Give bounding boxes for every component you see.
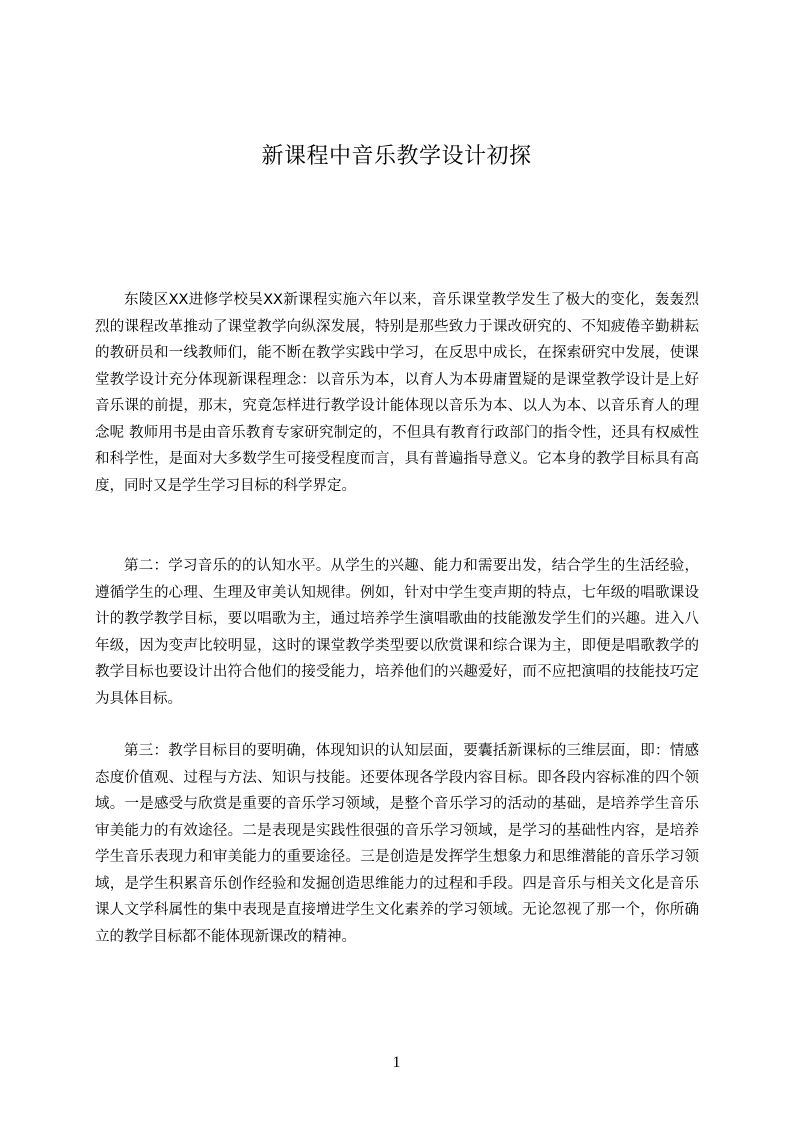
page-title: 新课程中音乐教学设计初探 <box>261 144 532 169</box>
page-number: 1 <box>392 1054 401 1071</box>
paragraph-intro: 东陵区XX进修学校吴XX新课程实施六年以来，音乐课堂教学发生了极大的变化，轰轰烈烈的课程改革推动了课堂教学向纵深发展，特别是那些致力于课改研究的、不知疲倦辛勤耕耘的教研员和一线教师们，能不断在教学实践中学习，在反思中成长，在探索研究中发展，使课堂教学设计充分体现新课程理念：以音乐为本，以育人为本毋庸置疑的是课堂教学设计是上好音乐课的前提，那末，究竟怎样进行教学设计能体现以音乐为本、以人为本、以音乐育人的理念呢 教师用书是由音乐教育专家研究制定的，不但具有教育行政部门的指令性，还具有权威性和科学性，是面对大多数学生可接受程度而言，具有普遍指导意义。它本身的教学目标具有高度，同时又是学生学习目标的科学界定。 <box>95 292 699 494</box>
paragraph-second: 第二：学习音乐的的认知水平。从学生的兴趣、能力和需要出发，结合学生的生活经验，遵循学生的心理、生理及审美认知规律。例如，针对中学生变声期的特点，七年级的唱歌课设计的教学教学目标，要以唱歌为主，通过培养学生演唱歌曲的技能激发学生们的兴趣。进入八年级，因为变声比较明显，这时的课堂教学类型要以欣赏课和综合课为主，即便是唱歌教学的教学目标也要设计出符合他们的接受能力，培养他们的兴趣爱好，而不应把演唱的技能技巧定为具体目标。 <box>95 558 699 707</box>
paragraph-third: 第三：教学目标目的要明确，体现知识的认知层面，要囊括新课标的三维层面，即：情感态度价值观、过程与方法、知识与技能。还要体现各学段内容目标。即各段内容标准的四个领域。一是感受与欣赏是重要的音乐学习领域，是整个音乐学习的活动的基础，是培养学生音乐审美能力的有效途径。二是表现是实践性很强的音乐学习领域，是学习的基础性内容，是培养学生音乐表现力和审美能力的重要途径。三是创造是发挥学生想象力和思维潜能的音乐学习领域，是学生积累音乐创作经验和发掘创造思维能力的过程和手段。四是音乐与相关文化是音乐课人文学科属性的集中表现是直接增进学生文化素养的学习领域。无论忽视了那一个，你所确立的教学目标都不能体现新课改的精神。 <box>95 743 699 945</box>
